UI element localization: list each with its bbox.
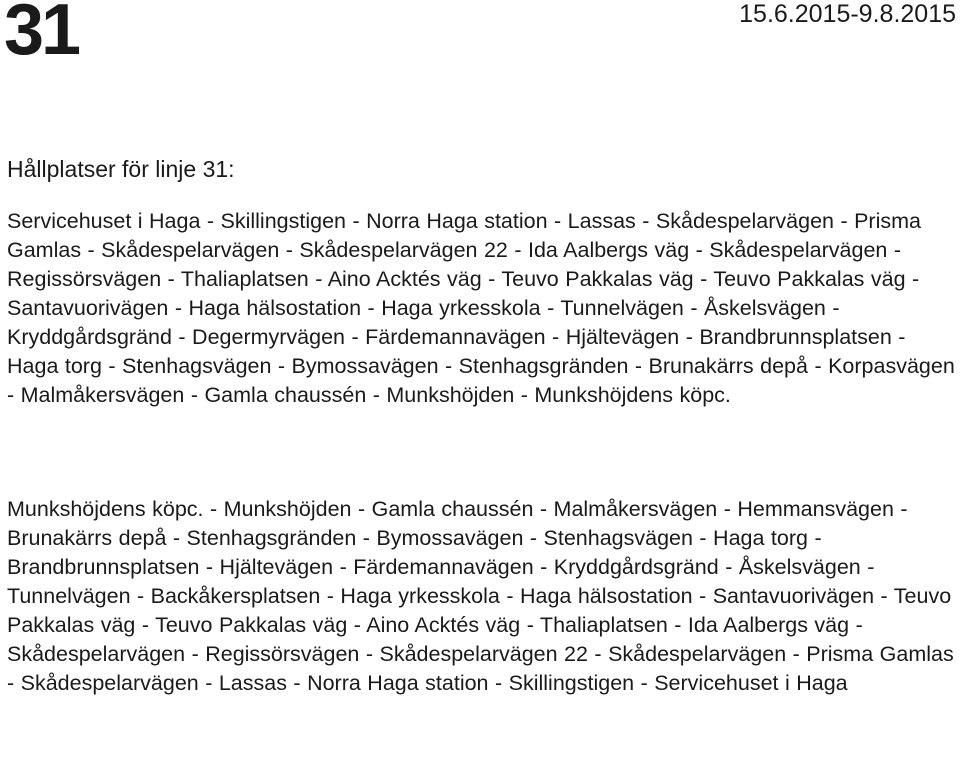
validity-period: 15.6.2015-9.8.2015 — [739, 0, 956, 28]
stops-heading: Hållplatser för linje 31: — [7, 156, 235, 182]
route-number: 31 — [4, 0, 79, 70]
stop-list-direction-1: Servicehuset i Haga - Skillingstigen - Norra Haga station - Lassas - Skådespelarvägen - Prisma Gamlas - Skådespelarvägen - Skådespelarvägen 22 - Ida Aalbergs väg - Skådespelarvägen - Regissörsvägen - Thaliaplatsen - Aino Acktés väg - Teuvo Pakkalas väg - Teuvo Pakkalas väg - Santavuorivägen - Haga hälsostation - Haga yrkesskola - Tunnelvägen - Åskelsvägen - Kryddgårdsgränd - Degermyrvägen - Färdemannavägen - Hjältevägen - Brandbrunnsplatsen - Haga torg - Stenhagsvägen - Bymossavägen - Stenhagsgränden - Brunakärrs depå - Korpasvägen - Malmåkersvägen - Gamla chaussén - Munkshöjden - Munkshöjdens köpc. — [7, 209, 955, 407]
stop-list-direction-2: Munkshöjdens köpc. - Munkshöjden - Gamla chaussén - Malmåkersvägen - Hemmansvägen - Brunakärrs depå - Stenhagsgränden - Bymossavägen - Stenhagsvägen - Haga torg - Brandbrunnsplatsen - Hjältevägen - Färdemannavägen - Kryddgårdsgränd - Åskelsvägen - Tunnelvägen - Backåkersplatsen - Haga yrkesskola - Haga hälsostation - Santavuorivägen - Teuvo Pakkalas väg - Teuvo Pakkalas väg - Aino Acktés väg - Thaliaplatsen - Ida Aalbergs väg - Skådespelarvägen - Regissörsvägen - Skådespelarvägen 22 - Skådespelarvägen - Prisma Gamlas - Skådespelarvägen - Lassas - Norra Haga station - Skillingstigen - Servicehuset i Haga — [7, 497, 954, 695]
